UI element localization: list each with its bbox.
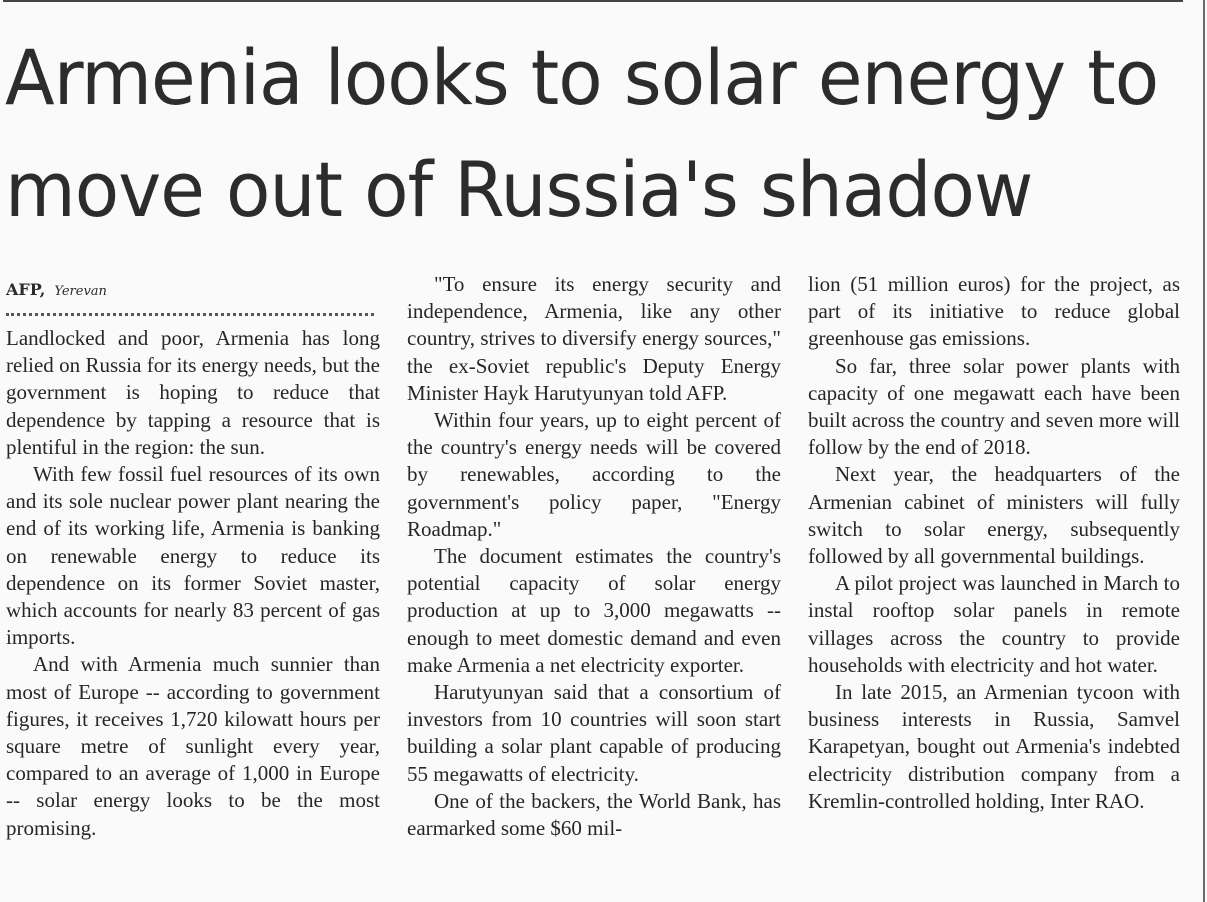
headline <box>5 22 1159 246</box>
paragraph: lion (51 million euros) for the project, as part of its initiative to reduce global greenhouse gas emissions. <box>808 272 1180 351</box>
page-edge-rule <box>1203 0 1205 902</box>
paragraph: A pilot project was launched in March to instal rooftop solar panels in remote villages across the country to provide households with electricity and hot water. <box>808 571 1180 677</box>
paragraph: So far, three solar power plants with capacity of one megawatt each have been built across the country and seven more will follow by the end of 2018. <box>808 353 1180 460</box>
paragraph: And with Armenia much sunnier than most of Europe -- according to government figures, it receives 1,720 kilowatt hours per square metre of sunlight every year, compared to an average of 1,000 in Europe -- solar energy looks to be the most promising. <box>6 652 380 840</box>
headline-line-2: move out of Russia's shadow <box>5 145 1033 234</box>
byline-divider <box>6 313 374 316</box>
paragraph: In late 2015, an Armenian tycoon with business interests in Russia, Samvel Karapetyan, bought out Armenia's indebted electricity distribution company from a Kremlin-controlled holding, Inter RAO. <box>808 680 1180 813</box>
paragraph: Next year, the headquarters of the Armenian cabinet of ministers will fully switch to solar energy, subsequently followed by all governmental buildings. <box>808 462 1180 569</box>
paragraph: The document estimates the country's potential capacity of solar energy production at up to 3,000 megawatts -- enough to meet domestic demand and even make Armenia a net electricity exporter. <box>407 544 781 677</box>
top-rule <box>3 0 1183 2</box>
paragraph: Harutyunyan said that a consortium of investors from 10 countries will soon start building a solar plant capable of producing 55 megawatts of electricity. <box>407 680 781 786</box>
byline <box>6 279 107 303</box>
byline-agency: AFP, <box>6 280 46 299</box>
paragraph: With few fossil fuel resources of its own and its sole nuclear power plant nearing the end of its working life, Armenia is banking on renewable energy to reduce its dependence on its former Soviet master, which accounts for nearly 83 percent of gas imports. <box>6 462 380 650</box>
article-column-2 <box>407 271 781 842</box>
article-column-1 <box>6 325 380 842</box>
byline-place: Yerevan <box>54 284 107 299</box>
paragraph: Landlocked and poor, Armenia has long relied on Russia for its energy needs, but the government is hoping to reduce that dependence by tapping a resource that is plentiful in the region: the sun. <box>6 326 380 459</box>
headline-line-1: Armenia looks to solar energy to <box>5 33 1159 122</box>
paragraph: Within four years, up to eight percent of the country's energy needs will be covered by renewables, according to the government's policy paper, "Energy Roadmap." <box>407 408 781 541</box>
paragraph: One of the backers, the World Bank, has earmarked some $60 mil- <box>407 788 781 841</box>
article-column-3 <box>808 271 1180 815</box>
paragraph: "To ensure its energy security and independence, Armenia, like any other country, strives to diversify energy sources," the ex-Soviet republic's Deputy Energy Minister Hayk Harutyunyan told AFP. <box>407 272 781 405</box>
